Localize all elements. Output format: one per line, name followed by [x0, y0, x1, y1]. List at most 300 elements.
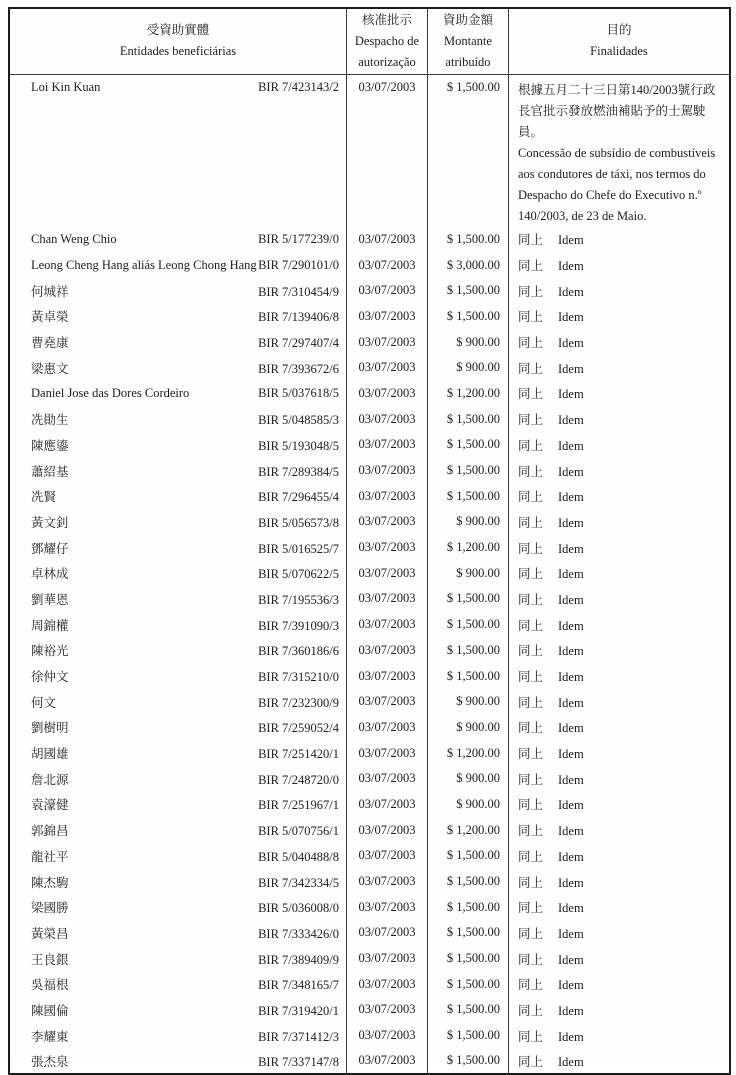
header-beneficiaries-pt: Entidades beneficiárias [119, 44, 237, 59]
ditto-zh: 同上 [518, 413, 544, 428]
beneficiary-cell [9, 1049, 347, 1075]
ditto-pt: Idem [558, 926, 584, 941]
bir-number: BIR 5/037618/5 [258, 385, 339, 400]
beneficiary-name: 陳國倫 [31, 1003, 69, 1018]
beneficiary-name: 梁惠文 [31, 361, 69, 376]
header-approval [347, 8, 428, 74]
amount-value: $ 900.00 [428, 792, 509, 818]
beneficiary-cell [9, 535, 347, 561]
beneficiary-cell [9, 920, 347, 946]
purpose-cell [509, 946, 731, 972]
bir-number: BIR 5/036008/0 [258, 901, 339, 916]
ditto-pt: Idem [558, 644, 584, 659]
header-purpose-zh: 目的 [606, 23, 632, 38]
ditto-zh: 同上 [518, 233, 544, 248]
beneficiary-line [10, 795, 346, 813]
table-row [9, 1049, 730, 1075]
bir-number: BIR 7/337147/8 [258, 1054, 339, 1069]
bir-number: BIR 5/040488/8 [258, 849, 339, 864]
table-row [9, 355, 730, 381]
approval-date: 03/07/2003 [347, 432, 428, 458]
purpose-cell [509, 509, 731, 535]
table-row [9, 971, 730, 997]
ditto-zh: 同上 [518, 259, 544, 274]
bir-number: BIR 5/177239/0 [258, 231, 339, 246]
purpose-cell [509, 406, 731, 432]
approval-date: 03/07/2003 [347, 1023, 428, 1049]
ditto-pt: Idem [558, 772, 584, 787]
bir-number: BIR 7/371412/3 [258, 1029, 339, 1044]
table-row [9, 715, 730, 741]
bir-number: BIR 5/070756/1 [258, 824, 339, 839]
beneficiary-line [10, 693, 346, 711]
beneficiary-cell [9, 766, 347, 792]
beneficiary-cell [9, 304, 347, 330]
ditto-pt: Idem [558, 952, 584, 967]
approval-date: 03/07/2003 [347, 715, 428, 741]
beneficiary-cell [9, 843, 347, 869]
bir-number: BIR 5/048585/3 [258, 413, 339, 428]
ditto-pt: Idem [558, 978, 584, 993]
ditto-zh: 同上 [518, 901, 544, 916]
purpose-cell [509, 663, 731, 689]
ditto-pt: Idem [558, 336, 584, 351]
approval-date: 03/07/2003 [347, 843, 428, 869]
table-row [9, 1023, 730, 1049]
amount-value: $ 1,500.00 [428, 304, 509, 330]
beneficiary-cell [9, 381, 347, 407]
beneficiary-line [10, 386, 346, 401]
beneficiary-name: 黃文釗 [31, 515, 69, 530]
amount-value: $ 900.00 [428, 560, 509, 586]
table-row [9, 406, 730, 432]
ditto-zh: 同上 [518, 592, 544, 607]
table-row [9, 663, 730, 689]
purpose-cell [509, 920, 731, 946]
approval-date: 03/07/2003 [347, 483, 428, 509]
purpose-cell [509, 1049, 731, 1075]
beneficiary-line [10, 1001, 346, 1019]
purpose-text-zh: 根據五月二十三日第140/2003號行政長官批示發放燃油補貼予的士駕駛員。 [518, 82, 716, 139]
beneficiary-name: Chan Weng Chio [31, 231, 117, 246]
beneficiary-line [10, 410, 346, 428]
approval-date: 03/07/2003 [347, 509, 428, 535]
beneficiary-name: 黃卓榮 [31, 310, 69, 325]
beneficiary-cell [9, 638, 347, 664]
bir-number: BIR 5/070622/5 [258, 567, 339, 582]
table-row [9, 817, 730, 843]
amount-value: $ 1,500.00 [428, 946, 509, 972]
header-approval-pt1: Despacho de [354, 33, 420, 48]
beneficiary-name: 梁國勝 [31, 901, 69, 916]
beneficiary-line [10, 462, 346, 480]
table-row [9, 432, 730, 458]
ditto-pt: Idem [558, 747, 584, 762]
beneficiary-name: 袁濠健 [31, 798, 69, 813]
approval-date: 03/07/2003 [347, 329, 428, 355]
beneficiary-line [10, 307, 346, 325]
ditto-pt: Idem [558, 849, 584, 864]
header-amount-zh: 資助金額 [442, 12, 493, 27]
table-body [9, 74, 730, 1074]
table-row [9, 586, 730, 612]
table-row [9, 612, 730, 638]
beneficiary-cell [9, 355, 347, 381]
beneficiary-cell [9, 715, 347, 741]
ditto-pt: Idem [558, 824, 584, 839]
purpose-cell [509, 612, 731, 638]
ditto-zh: 同上 [518, 1054, 544, 1069]
bir-number: BIR 7/251420/1 [258, 747, 339, 762]
beneficiary-name: 卓林成 [31, 567, 69, 582]
beneficiary-name: 王良銀 [31, 952, 69, 967]
beneficiary-cell [9, 252, 347, 278]
beneficiary-cell [9, 946, 347, 972]
beneficiary-line [10, 359, 346, 377]
approval-date: 03/07/2003 [347, 946, 428, 972]
purpose-cell [509, 278, 731, 304]
beneficiary-line [10, 924, 346, 942]
ditto-zh: 同上 [518, 695, 544, 710]
bir-number: BIR 7/232300/9 [258, 695, 339, 710]
beneficiary-name: 曹堯康 [31, 336, 69, 351]
beneficiary-line [10, 333, 346, 351]
header-beneficiaries-zh: 受資助實體 [146, 23, 210, 38]
beneficiary-name: 李耀東 [31, 1029, 69, 1044]
subsidy-table [8, 7, 731, 1075]
amount-value: $ 3,000.00 [428, 252, 509, 278]
beneficiary-line [10, 282, 346, 300]
bir-number: BIR 7/423143/2 [258, 79, 339, 94]
ditto-pt: Idem [558, 464, 584, 479]
amount-value: $ 1,500.00 [428, 638, 509, 664]
purpose-cell [509, 638, 731, 664]
ditto-pt: Idem [558, 233, 584, 248]
beneficiary-line [10, 950, 346, 968]
bir-number: BIR 5/056573/8 [258, 515, 339, 530]
beneficiary-name: 黃榮昌 [31, 926, 69, 941]
ditto-zh: 同上 [518, 515, 544, 530]
amount-value: $ 1,200.00 [428, 535, 509, 561]
beneficiary-line [10, 80, 346, 95]
amount-value: $ 1,500.00 [428, 1023, 509, 1049]
table-row [9, 535, 730, 561]
header-amount-pt2: atribuído [445, 54, 491, 69]
purpose-text-pt: Concessão de subsídio de combustíveis aos condutores de táxi, nos termos do Despacho do Chefe do Executivo n.º 140/2003, de 23 de Maio. [518, 145, 716, 223]
bir-number: BIR 7/393672/6 [258, 361, 339, 376]
beneficiary-line [10, 436, 346, 454]
beneficiary-line [10, 641, 346, 659]
ditto-pt: Idem [558, 259, 584, 274]
beneficiary-name: 何城祥 [31, 284, 69, 299]
ditto-pt: Idem [558, 618, 584, 633]
approval-date: 03/07/2003 [347, 869, 428, 895]
beneficiary-line [10, 590, 346, 608]
beneficiary-name: 鄧耀仔 [31, 541, 69, 556]
amount-value: $ 1,500.00 [428, 432, 509, 458]
beneficiary-name: 胡國雄 [31, 747, 69, 762]
amount-value: $ 1,500.00 [428, 1049, 509, 1075]
approval-date: 03/07/2003 [347, 1049, 428, 1075]
beneficiary-cell [9, 971, 347, 997]
purpose-cell [509, 329, 731, 355]
approval-date: 03/07/2003 [347, 278, 428, 304]
bir-number: BIR 7/342334/5 [258, 875, 339, 890]
amount-value: $ 1,500.00 [428, 278, 509, 304]
purpose-cell [509, 817, 731, 843]
table-row [9, 740, 730, 766]
beneficiary-cell [9, 1023, 347, 1049]
purpose-cell [509, 792, 731, 818]
ditto-zh: 同上 [518, 1003, 544, 1018]
beneficiary-cell [9, 612, 347, 638]
beneficiary-line [10, 718, 346, 736]
beneficiary-name: 郭錦昌 [31, 824, 69, 839]
beneficiary-cell [9, 329, 347, 355]
ditto-pt: Idem [558, 310, 584, 325]
ditto-pt: Idem [558, 413, 584, 428]
ditto-pt: Idem [558, 875, 584, 890]
bir-number: BIR 7/319420/1 [258, 1003, 339, 1018]
table-row [9, 792, 730, 818]
ditto-zh: 同上 [518, 541, 544, 556]
table-row [9, 689, 730, 715]
amount-value: $ 1,500.00 [428, 227, 509, 253]
beneficiary-name: Leong Cheng Hang aliás Leong Chong Hang [31, 257, 257, 272]
approval-date: 03/07/2003 [347, 612, 428, 638]
table-row [9, 74, 730, 227]
beneficiary-cell [9, 74, 347, 227]
beneficiary-cell [9, 586, 347, 612]
ditto-pt: Idem [558, 1003, 584, 1018]
amount-value: $ 1,500.00 [428, 458, 509, 484]
beneficiary-name: 詹北源 [31, 772, 69, 787]
table-row [9, 381, 730, 407]
beneficiary-line [10, 667, 346, 685]
approval-date: 03/07/2003 [347, 920, 428, 946]
ditto-pt: Idem [558, 901, 584, 916]
purpose-cell [509, 586, 731, 612]
table-row [9, 458, 730, 484]
amount-value: $ 1,500.00 [428, 663, 509, 689]
ditto-zh: 同上 [518, 336, 544, 351]
approval-date: 03/07/2003 [347, 560, 428, 586]
bir-number: BIR 5/016525/7 [258, 541, 339, 556]
table-row [9, 869, 730, 895]
ditto-zh: 同上 [518, 361, 544, 376]
ditto-zh: 同上 [518, 644, 544, 659]
ditto-pt: Idem [558, 798, 584, 813]
beneficiary-line [10, 770, 346, 788]
amount-value: $ 1,200.00 [428, 740, 509, 766]
beneficiary-name: 何文 [31, 695, 57, 710]
beneficiary-cell [9, 663, 347, 689]
ditto-zh: 同上 [518, 747, 544, 762]
purpose-cell [509, 535, 731, 561]
purpose-cell [509, 689, 731, 715]
ditto-zh: 同上 [518, 1029, 544, 1044]
purpose-cell [509, 458, 731, 484]
bir-number: BIR 7/259052/4 [258, 721, 339, 736]
approval-date: 03/07/2003 [347, 304, 428, 330]
amount-value: $ 900.00 [428, 329, 509, 355]
ditto-zh: 同上 [518, 926, 544, 941]
beneficiary-line [10, 1027, 346, 1045]
table-header [9, 8, 730, 74]
beneficiary-name: 劉樹明 [31, 721, 69, 736]
amount-value: $ 1,200.00 [428, 381, 509, 407]
beneficiary-cell [9, 560, 347, 586]
ditto-pt: Idem [558, 438, 584, 453]
beneficiary-cell [9, 406, 347, 432]
beneficiary-name: 冼勛生 [31, 413, 69, 428]
beneficiary-line [10, 744, 346, 762]
beneficiary-name: 陳裕光 [31, 644, 69, 659]
beneficiary-line [10, 487, 346, 505]
table-row [9, 227, 730, 253]
purpose-cell [509, 227, 731, 253]
beneficiary-line [10, 539, 346, 557]
purpose-cell [509, 304, 731, 330]
beneficiary-name: Loi Kin Kuan [31, 79, 101, 94]
beneficiary-name: Daniel Jose das Dores Cordeiro [31, 385, 190, 400]
amount-value: $ 1,500.00 [428, 406, 509, 432]
ditto-pt: Idem [558, 284, 584, 299]
ditto-pt: Idem [558, 541, 584, 556]
approval-date: 03/07/2003 [347, 997, 428, 1023]
approval-date: 03/07/2003 [347, 766, 428, 792]
bir-number: BIR 7/251967/1 [258, 798, 339, 813]
table-row [9, 252, 730, 278]
approval-date: 03/07/2003 [347, 638, 428, 664]
ditto-zh: 同上 [518, 387, 544, 402]
purpose-cell [509, 381, 731, 407]
beneficiary-name: 冼賢 [31, 490, 57, 505]
beneficiary-line [10, 898, 346, 916]
beneficiary-line [10, 975, 346, 993]
table-row [9, 638, 730, 664]
bir-number: BIR 7/289384/5 [258, 464, 339, 479]
amount-value: $ 1,500.00 [428, 612, 509, 638]
amount-value: $ 1,500.00 [428, 483, 509, 509]
bir-number: BIR 7/290101/0 [258, 257, 339, 272]
purpose-cell [509, 715, 731, 741]
ditto-zh: 同上 [518, 490, 544, 505]
amount-value: $ 900.00 [428, 715, 509, 741]
header-approval-zh: 核准批示 [361, 12, 412, 27]
beneficiary-cell [9, 432, 347, 458]
approval-date: 03/07/2003 [347, 381, 428, 407]
bir-number: BIR 7/195536/3 [258, 592, 339, 607]
purpose-cell [509, 74, 731, 227]
ditto-zh: 同上 [518, 952, 544, 967]
header-row [9, 8, 730, 74]
beneficiary-cell [9, 458, 347, 484]
approval-date: 03/07/2003 [347, 227, 428, 253]
ditto-pt: Idem [558, 592, 584, 607]
table-row [9, 766, 730, 792]
table-row [9, 278, 730, 304]
amount-value: $ 1,500.00 [428, 971, 509, 997]
header-approval-pt2: autorização [358, 54, 416, 69]
bir-number: BIR 7/360186/6 [258, 644, 339, 659]
approval-date: 03/07/2003 [347, 355, 428, 381]
ditto-zh: 同上 [518, 670, 544, 685]
amount-value: $ 900.00 [428, 355, 509, 381]
amount-value: $ 900.00 [428, 766, 509, 792]
beneficiary-cell [9, 278, 347, 304]
bir-number: BIR 7/391090/3 [258, 618, 339, 633]
header-amount-pt1: Montante [444, 33, 492, 48]
beneficiary-cell [9, 792, 347, 818]
beneficiary-name: 劉華恩 [31, 592, 69, 607]
amount-value: $ 1,500.00 [428, 920, 509, 946]
amount-value: $ 1,500.00 [428, 843, 509, 869]
bir-number: BIR 7/389409/9 [258, 952, 339, 967]
purpose-cell [509, 843, 731, 869]
beneficiary-cell [9, 869, 347, 895]
ditto-zh: 同上 [518, 978, 544, 993]
ditto-zh: 同上 [518, 798, 544, 813]
ditto-zh: 同上 [518, 849, 544, 864]
bir-number: BIR 7/297407/4 [258, 336, 339, 351]
amount-value: $ 1,500.00 [428, 997, 509, 1023]
bir-number: BIR 7/315210/0 [258, 670, 339, 685]
beneficiary-line [10, 616, 346, 634]
ditto-pt: Idem [558, 567, 584, 582]
approval-date: 03/07/2003 [347, 74, 428, 227]
ditto-pt: Idem [558, 490, 584, 505]
approval-date: 03/07/2003 [347, 252, 428, 278]
table-row [9, 946, 730, 972]
approval-date: 03/07/2003 [347, 817, 428, 843]
ditto-pt: Idem [558, 695, 584, 710]
approval-date: 03/07/2003 [347, 894, 428, 920]
bir-number: BIR 7/139406/8 [258, 310, 339, 325]
beneficiary-cell [9, 740, 347, 766]
bir-number: BIR 7/333426/0 [258, 926, 339, 941]
purpose-cell [509, 766, 731, 792]
ditto-zh: 同上 [518, 824, 544, 839]
bir-number: BIR 7/310454/9 [258, 284, 339, 299]
ditto-pt: Idem [558, 721, 584, 736]
ditto-pt: Idem [558, 1029, 584, 1044]
beneficiary-name: 陳杰駒 [31, 875, 69, 890]
beneficiary-cell [9, 689, 347, 715]
bir-number: BIR 5/193048/5 [258, 438, 339, 453]
approval-date: 03/07/2003 [347, 586, 428, 612]
beneficiary-cell [9, 817, 347, 843]
purpose-cell [509, 355, 731, 381]
purpose-cell [509, 483, 731, 509]
ditto-zh: 同上 [518, 618, 544, 633]
amount-value: $ 900.00 [428, 689, 509, 715]
amount-value: $ 1,200.00 [428, 817, 509, 843]
ditto-zh: 同上 [518, 464, 544, 479]
table-row [9, 920, 730, 946]
beneficiary-cell [9, 997, 347, 1023]
ditto-pt: Idem [558, 670, 584, 685]
header-beneficiaries [9, 8, 347, 74]
purpose-cell [509, 997, 731, 1023]
purpose-cell [509, 971, 731, 997]
ditto-zh: 同上 [518, 310, 544, 325]
ditto-zh: 同上 [518, 875, 544, 890]
approval-date: 03/07/2003 [347, 689, 428, 715]
beneficiary-cell [9, 509, 347, 535]
header-purpose-pt: Finalidades [590, 44, 648, 59]
beneficiary-name: 徐仲文 [31, 670, 69, 685]
